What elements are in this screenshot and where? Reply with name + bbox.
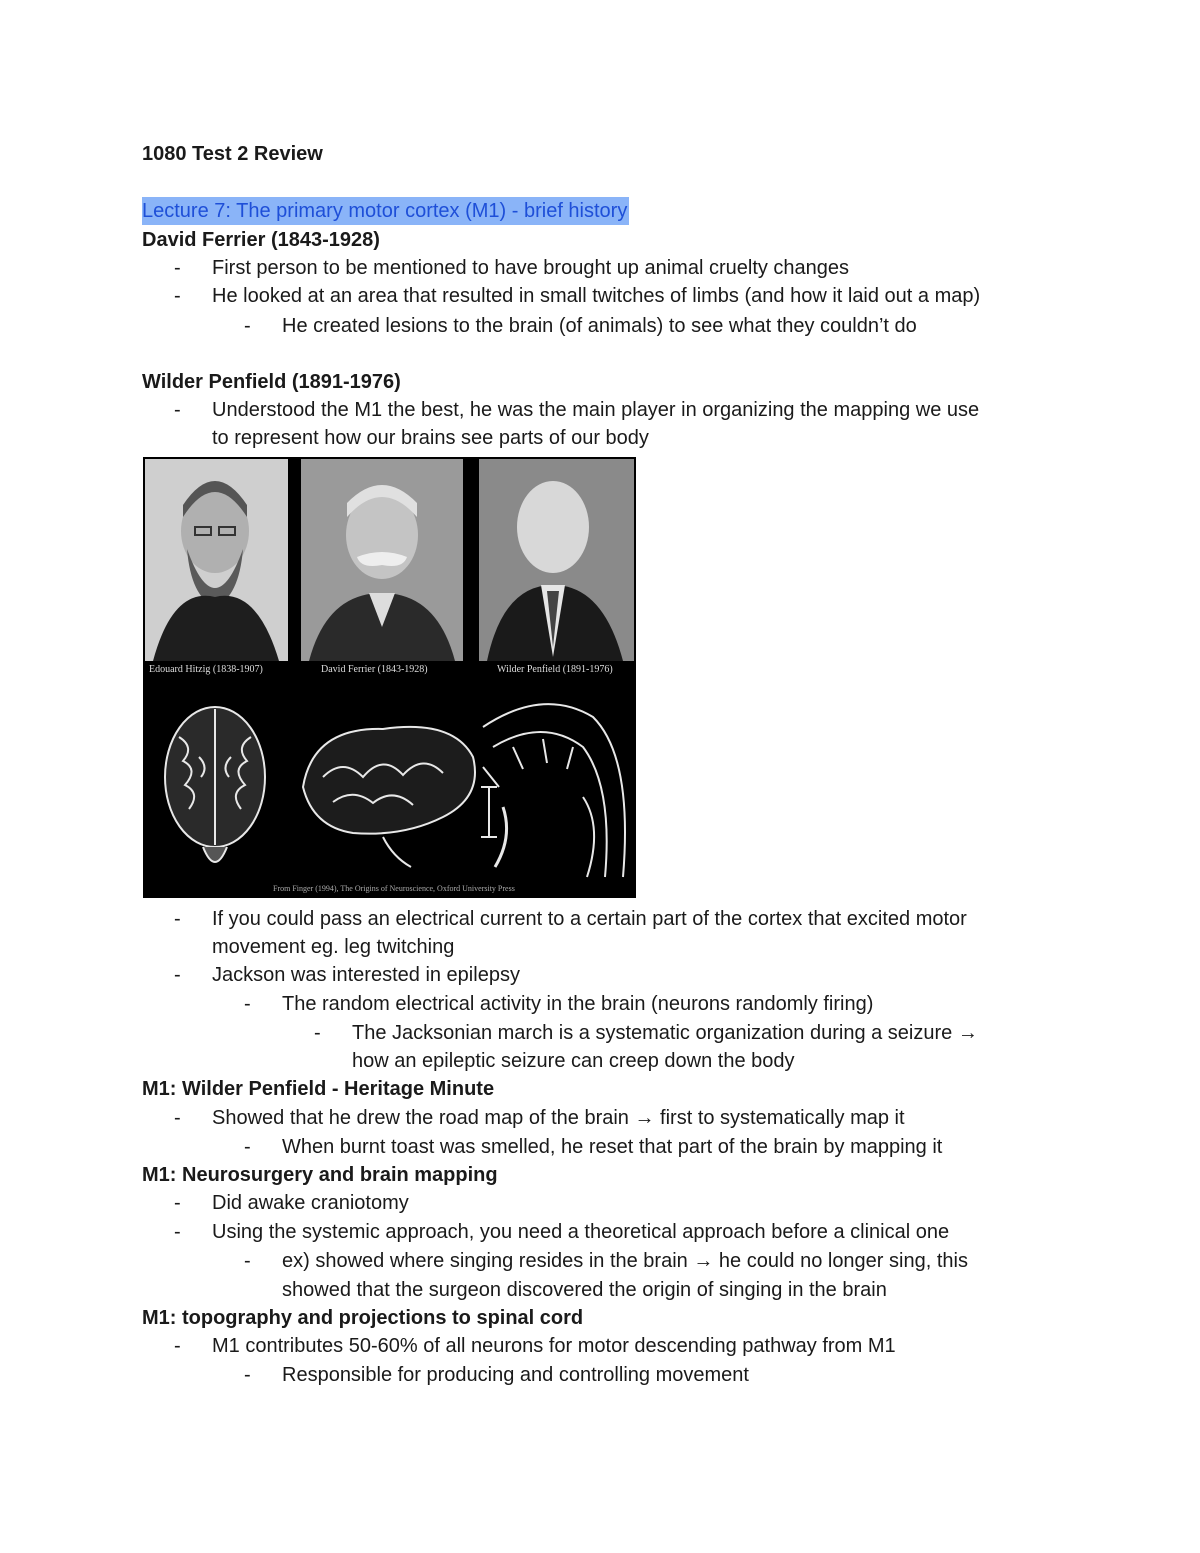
bullet-dash: -	[244, 1250, 251, 1272]
bullet-item-continuation: to represent how our brains see parts of our body	[212, 427, 649, 449]
bullet-dash: -	[174, 1221, 181, 1243]
document-title: 1080 Test 2 Review	[142, 143, 323, 165]
portrait-hitzig	[145, 459, 288, 661]
lecture-heading-highlighted: Lecture 7: The primary motor cortex (M1) - brief history	[142, 197, 629, 225]
bullet-dash: -	[244, 315, 251, 337]
sub-sub-bullet-continuation: how an epileptic seizure can creep down the body	[352, 1050, 795, 1072]
bullet-dash: -	[174, 1107, 181, 1129]
bullet-dash: -	[174, 1335, 181, 1357]
heading-david-ferrier: David Ferrier (1843-1928)	[142, 229, 380, 251]
sub-sub-bullet-item: The Jacksonian march is a systematic organization during a seizure →	[352, 1022, 978, 1044]
sub-bullet-item: When burnt toast was smelled, he reset that part of the brain by mapping it	[282, 1136, 943, 1158]
bullet-item: If you could pass an electrical current to a certain part of the cortex that excited motor	[212, 908, 967, 930]
bullet-dash: -	[244, 1136, 251, 1158]
bullet-dash: -	[174, 908, 181, 930]
heading-wilder-penfield: Wilder Penfield (1891-1976)	[142, 371, 401, 393]
bullet-item: Jackson was interested in epilepsy	[212, 964, 520, 986]
bullet-item: He looked at an area that resulted in small twitches of limbs (and how it laid out a map)	[212, 285, 981, 307]
bullet-dash: -	[174, 964, 181, 986]
figure-source-credit: From Finger (1994), The Origins of Neuroscience, Oxford University Press	[273, 884, 515, 893]
bullet-item: M1 contributes 50-60% of all neurons for motor descending pathway from M1	[212, 1335, 896, 1357]
bullet-dash: -	[244, 1364, 251, 1386]
sub-bullet-item: ex) showed where singing resides in the brain → he could no longer sing, this	[282, 1250, 968, 1272]
bullet-dash: -	[174, 399, 181, 421]
bullet-dash: -	[174, 257, 181, 279]
historical-figure-image	[143, 457, 636, 898]
motor-map-drawing	[481, 704, 625, 877]
heading-neurosurgery: M1: Neurosurgery and brain mapping	[142, 1164, 498, 1186]
heading-topography: M1: topography and projections to spinal cord	[142, 1307, 584, 1329]
portrait-ferrier	[301, 459, 463, 661]
bullet-dash: -	[244, 993, 251, 1015]
bullet-item: First person to be mentioned to have brought up animal cruelty changes	[212, 257, 850, 279]
caption-hitzig: Edouard Hitzig (1838-1907)	[149, 664, 263, 675]
sub-bullet-item: Responsible for producing and controlling movement	[282, 1364, 749, 1386]
bullet-dash: -	[174, 285, 181, 307]
sub-bullet-item: The random electrical activity in the brain (neurons randomly firing)	[282, 993, 874, 1015]
bullet-item: Understood the M1 the best, he was the main player in organizing the mapping we use	[212, 399, 980, 421]
caption-ferrier: David Ferrier (1843-1928)	[321, 664, 428, 675]
portrait-penfield	[479, 459, 634, 661]
heading-heritage-minute: M1: Wilder Penfield - Heritage Minute	[142, 1078, 495, 1100]
bullet-item: Showed that he drew the road map of the brain → first to systematically map it	[212, 1107, 905, 1129]
bullet-dash: -	[174, 1192, 181, 1214]
bullet-item-continuation: movement eg. leg twitching	[212, 936, 455, 958]
sub-bullet-continuation: showed that the surgeon discovered the origin of singing in the brain	[282, 1279, 887, 1301]
bullet-dash: -	[314, 1022, 321, 1044]
brain-drawing-lateral	[303, 727, 475, 867]
sub-bullet-item: He created lesions to the brain (of animals) to see what they couldn’t do	[282, 315, 917, 337]
bullet-item: Did awake craniotomy	[212, 1192, 409, 1214]
brain-drawing-dorsal	[165, 707, 265, 862]
caption-penfield: Wilder Penfield (1891-1976)	[497, 664, 613, 675]
bullet-item: Using the systemic approach, you need a theoretical approach before a clinical one	[212, 1221, 950, 1243]
figure-artwork	[143, 457, 636, 898]
